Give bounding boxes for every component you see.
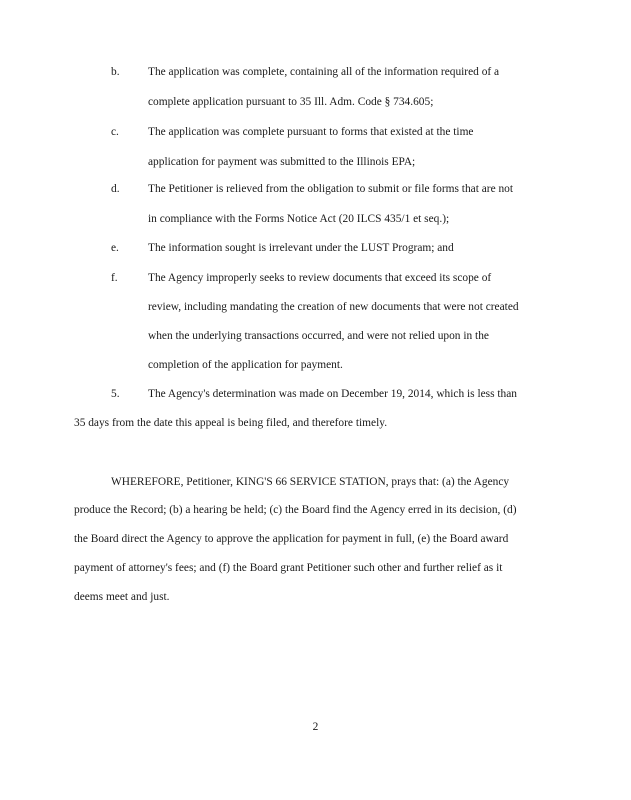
wherefore-text-line: payment of attorney's fees; and (f) the Board grant Petitioner such other and further relief as it [74,562,503,574]
list-item-text-line: complete application pursuant to 35 Ill. Adm. Code § 734.605; [148,96,434,108]
list-item-text-line: when the underlying transactions occurred, and were not relied upon in the [148,330,489,342]
list-item-text-line: in compliance with the Forms Notice Act (20 ILCS 435/1 et seq.); [148,213,450,225]
wherefore-text-line: deems meet and just. [74,591,170,603]
wherefore-text-line: the Board direct the Agency to approve the application for payment in full, (e) the Board award [74,533,509,545]
wherefore-text-line: WHEREFORE, Petitioner, KING'S 66 SERVICE STATION, prays that: (a) the Agency [111,476,510,488]
list-item-text-line: The Petitioner is relieved from the obligation to submit or file forms that are not [148,183,514,195]
list-item-text-line: review, including mandating the creation of new documents that were not created [148,301,519,313]
list-item-text-line: The application was complete, containing all of the information required of a [148,66,500,78]
list-item-text-line: The information sought is irrelevant under the LUST Program; and [148,242,454,254]
wherefore-text-line: produce the Record; (b) a hearing be held; (c) the Board find the Agency erred in its decision, (d) [74,504,517,516]
list-item-text-line: completion of the application for payment. [148,359,343,371]
list-marker: d. [111,183,120,195]
list-marker: c. [111,126,119,138]
list-marker: b. [111,66,120,78]
list-item-text-line: The Agency improperly seeks to review documents that exceed its scope of [148,272,492,284]
page-number: 2 [312,721,319,733]
list-marker: e. [111,242,119,254]
paragraph-number: 5. [111,388,120,400]
list-marker: f. [111,272,118,284]
list-item-text-line: application for payment was submitted to the Illinois EPA; [148,156,416,168]
paragraph-text-line: 35 days from the date this appeal is being filed, and therefore timely. [74,417,388,429]
paragraph-text-line: The Agency's determination was made on December 19, 2014, which is less than [148,388,517,400]
list-item-text-line: The application was complete pursuant to forms that existed at the time [148,126,474,138]
